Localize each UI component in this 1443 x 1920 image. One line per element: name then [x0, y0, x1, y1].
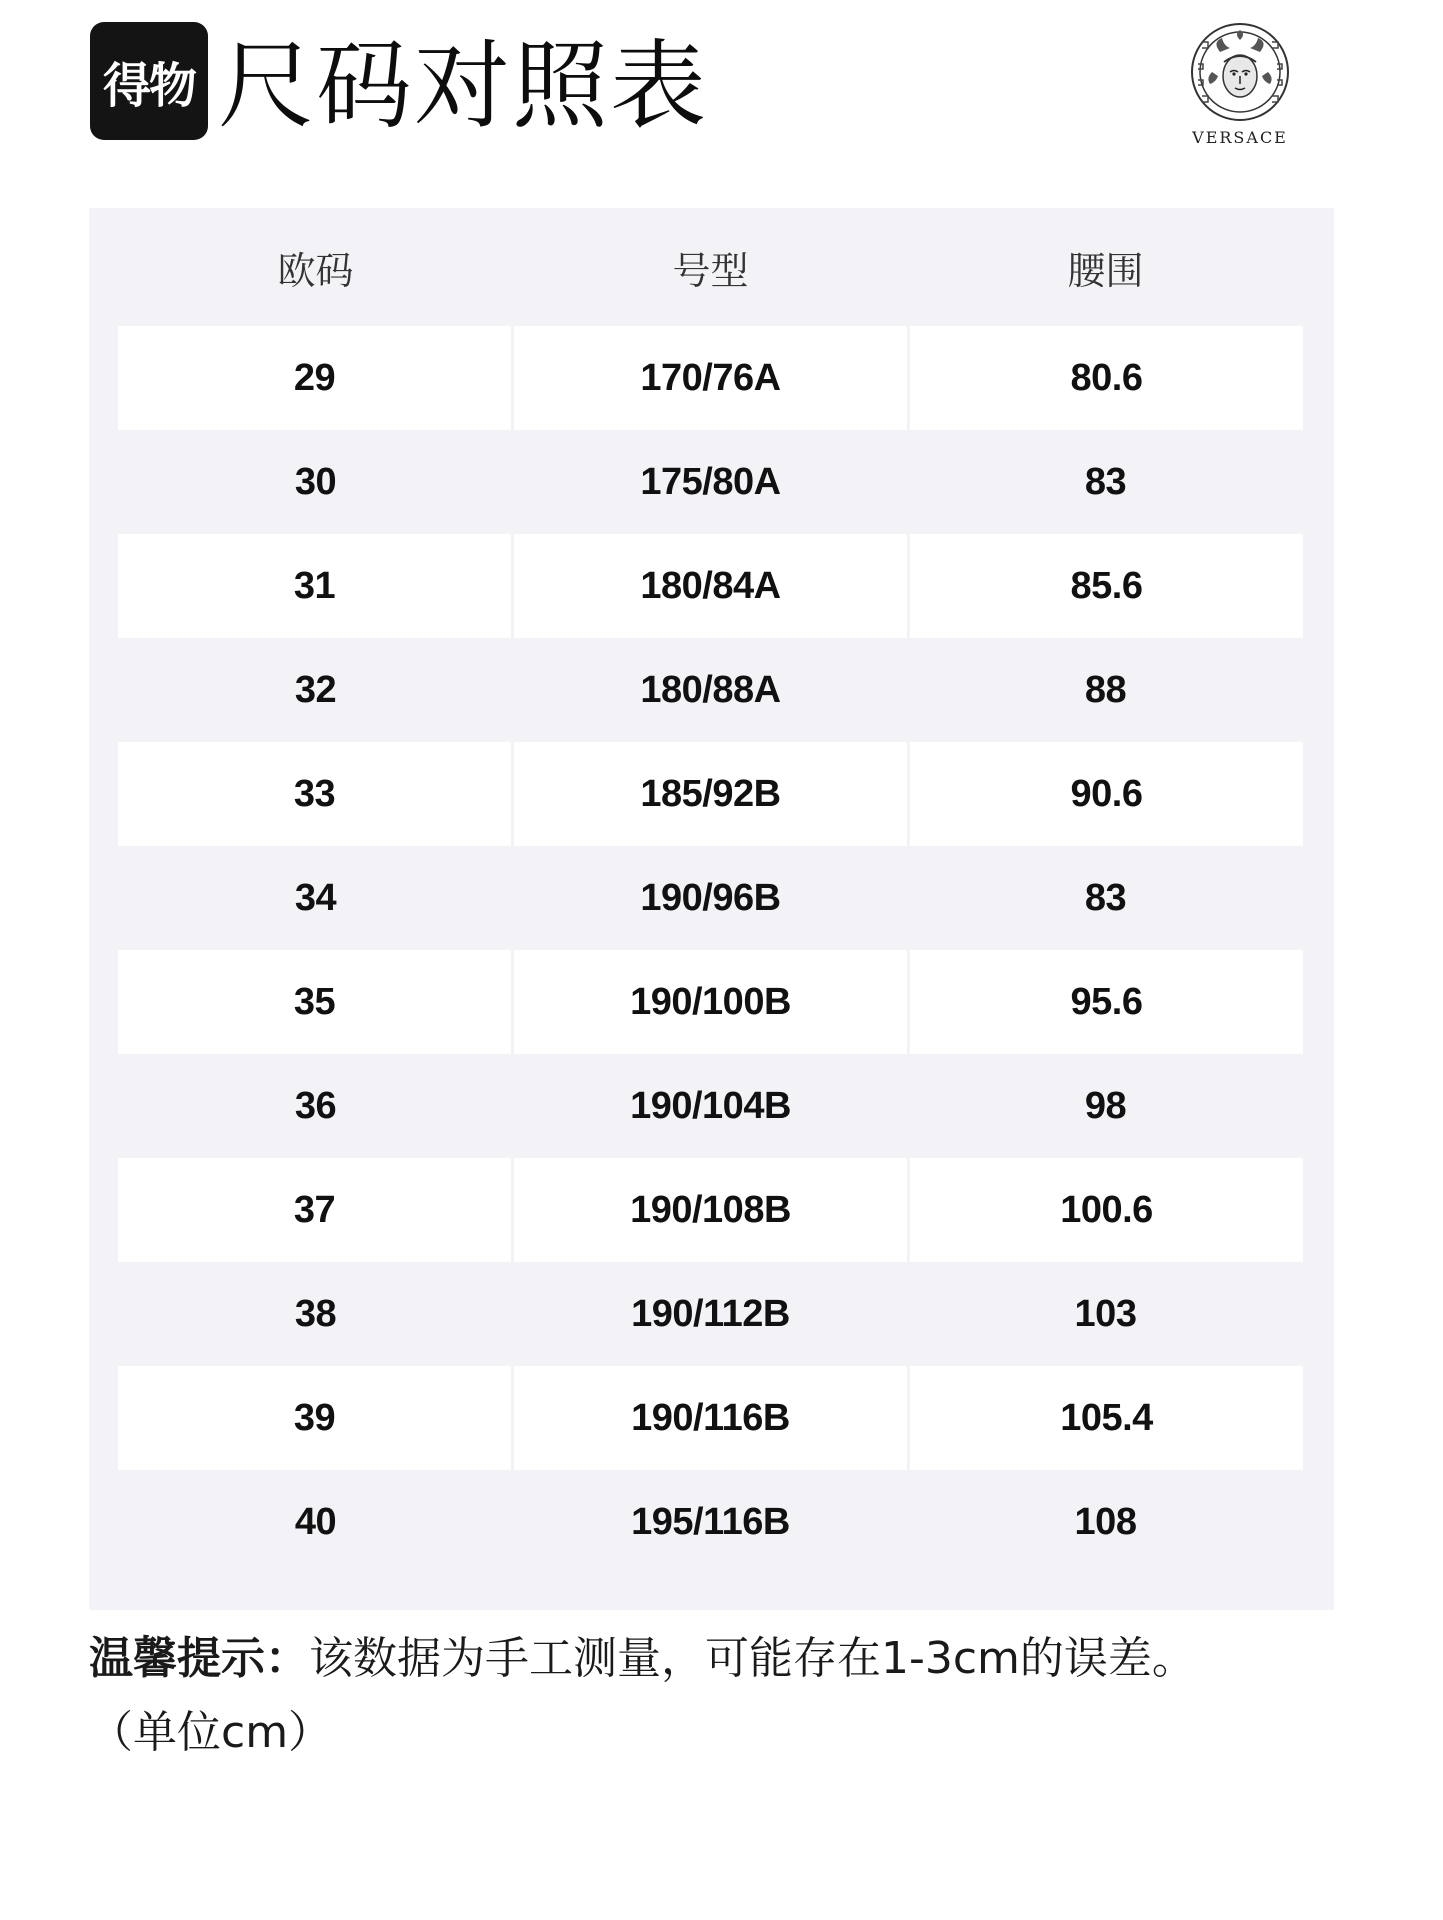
cell-eu-size: 38 — [294, 1292, 337, 1335]
table-row — [118, 534, 1303, 638]
cell-waist: 83 — [1084, 460, 1127, 503]
cell-waist: 80.6 — [907, 326, 1303, 430]
cell-size-type: 190/108B — [511, 1158, 907, 1262]
logo-text: 得物 — [102, 57, 195, 114]
cell-eu-size: 35 — [118, 950, 511, 1054]
table-row — [118, 742, 1303, 846]
cell-size-type: 170/76A — [511, 326, 907, 430]
table-row — [118, 638, 1303, 742]
table-row — [118, 1470, 1303, 1574]
versace-brand — [1185, 22, 1295, 152]
cell-eu-size: 40 — [294, 1500, 337, 1543]
cell-eu-size: 30 — [294, 460, 337, 503]
cell-eu-size: 32 — [294, 668, 337, 711]
cell-size-type: 190/100B — [511, 950, 907, 1054]
tip-label: 温馨提示： — [89, 1633, 309, 1684]
cell-waist: 90.6 — [907, 742, 1303, 846]
header — [0, 0, 1443, 200]
cell-size-type: 190/104B — [630, 1084, 791, 1127]
unit-note: （单位cm） — [89, 1707, 333, 1758]
tip-line — [89, 1622, 1389, 1696]
cell-size-type: 185/92B — [511, 742, 907, 846]
cell-size-type: 190/116B — [511, 1366, 907, 1470]
cell-eu-size: 39 — [118, 1366, 511, 1470]
cell-waist: 100.6 — [907, 1158, 1303, 1262]
cell-size-type: 190/96B — [640, 876, 781, 919]
table-row — [118, 1366, 1303, 1470]
table-body — [118, 326, 1303, 1574]
measurement-tip — [89, 1622, 1389, 1770]
cell-waist: 103 — [1074, 1292, 1137, 1335]
page-title: 尺码对照表 — [218, 30, 708, 142]
table-row — [118, 1262, 1303, 1366]
table-row — [118, 950, 1303, 1054]
cell-size-type: 195/116B — [631, 1500, 790, 1543]
medusa-icon — [1190, 22, 1290, 122]
cell-eu-size: 33 — [118, 742, 511, 846]
table-row — [118, 430, 1303, 534]
cell-eu-size: 29 — [118, 326, 511, 430]
table-row — [118, 846, 1303, 950]
column-header-size-type: 号型 — [672, 248, 749, 293]
column-header-eu-size: 欧码 — [277, 248, 354, 293]
cell-eu-size: 31 — [118, 534, 511, 638]
dewu-logo — [90, 22, 208, 140]
size-table — [89, 208, 1334, 1610]
tip-text: 该数据为手工测量，可能存在1-3cm的误差。 — [309, 1633, 1196, 1684]
cell-size-type: 180/84A — [511, 534, 907, 638]
cell-waist: 105.4 — [907, 1366, 1303, 1470]
cell-eu-size: 34 — [294, 876, 337, 919]
cell-waist: 95.6 — [907, 950, 1303, 1054]
brand-name: VERSACE — [1192, 128, 1288, 147]
table-row — [118, 1158, 1303, 1262]
cell-eu-size: 36 — [294, 1084, 337, 1127]
cell-waist: 108 — [1074, 1500, 1137, 1543]
cell-waist: 85.6 — [907, 534, 1303, 638]
cell-eu-size: 37 — [118, 1158, 511, 1262]
cell-waist: 88 — [1084, 668, 1127, 711]
cell-waist: 98 — [1084, 1084, 1127, 1127]
table-header — [118, 208, 1303, 326]
cell-size-type: 175/80A — [640, 460, 781, 503]
cell-waist: 83 — [1084, 876, 1127, 919]
table-row — [118, 326, 1303, 430]
table-row — [118, 1054, 1303, 1158]
cell-size-type: 180/88A — [640, 668, 781, 711]
cell-size-type: 190/112B — [631, 1292, 790, 1335]
column-header-waist: 腰围 — [1067, 248, 1144, 293]
